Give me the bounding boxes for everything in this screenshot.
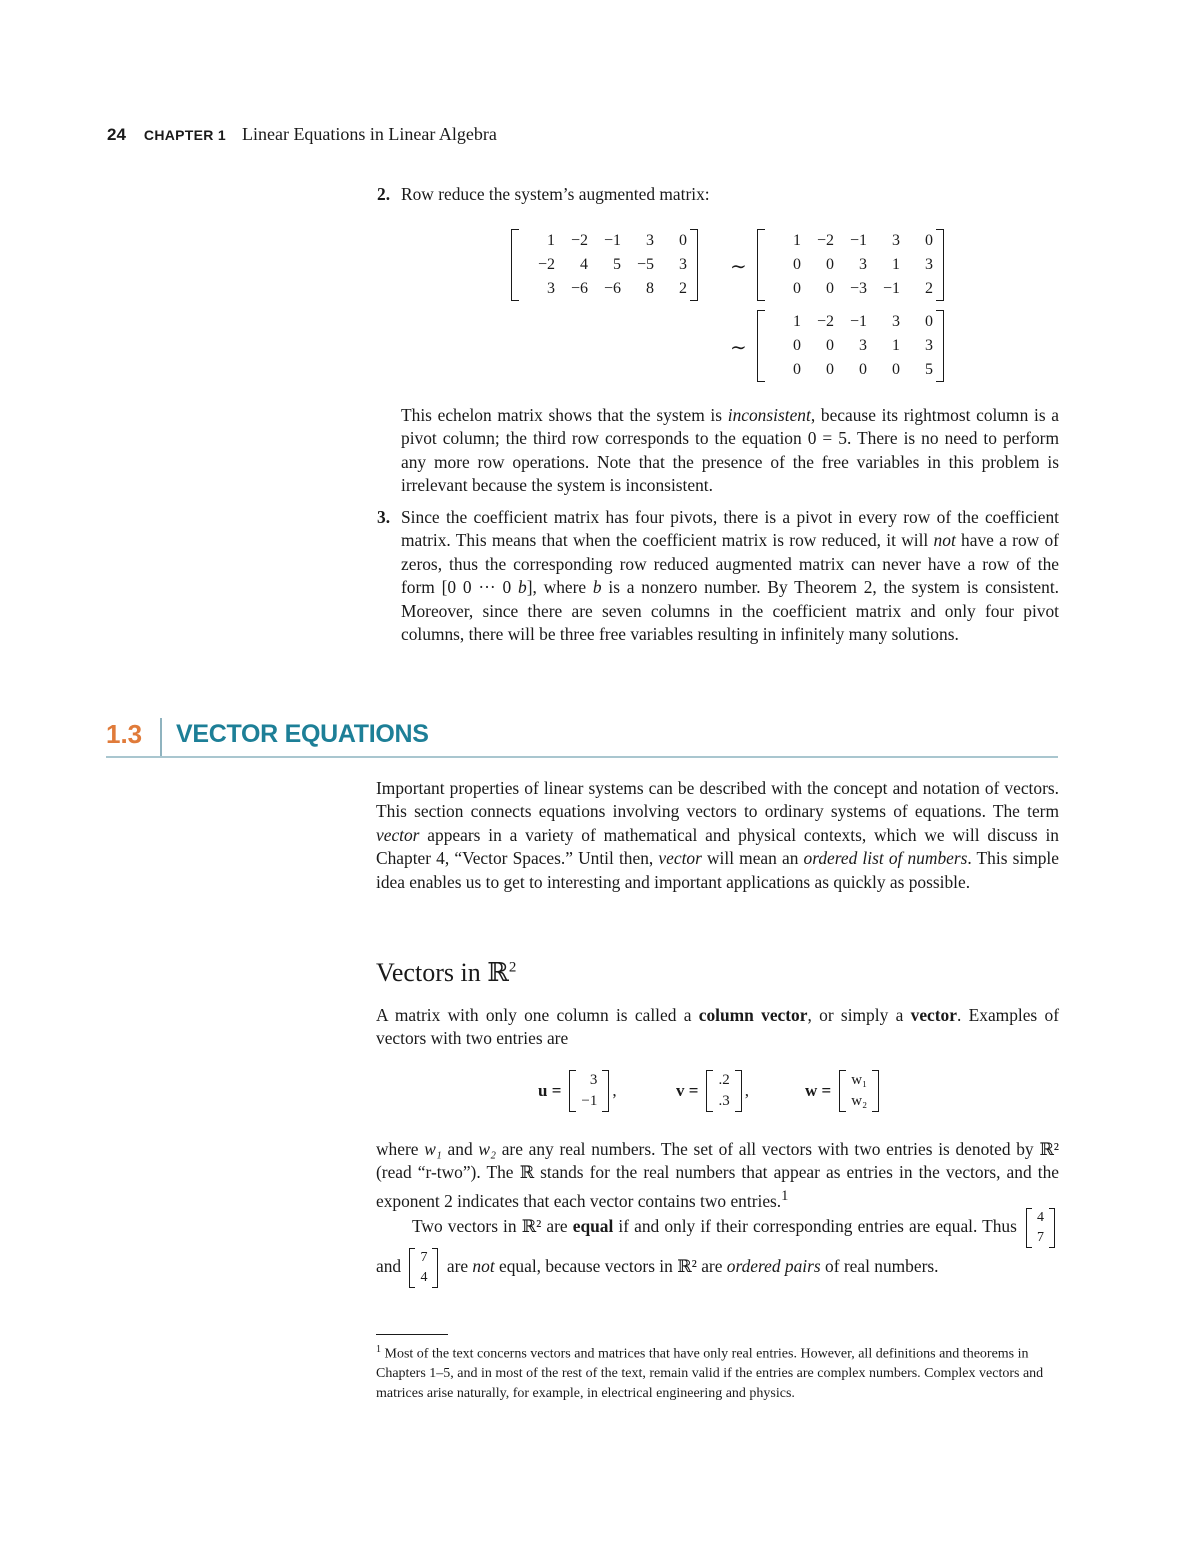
page-number: 24 [107,125,126,144]
inline-vector [409,1248,438,1288]
matrix-entry: −5 [636,256,654,273]
text: Two vectors in ℝ² are [412,1216,573,1236]
separator: , [612,1081,617,1100]
item-3-number: 3. [377,507,391,527]
matrix-entry: −1 [849,232,867,249]
matrix-entry: 0 [793,280,801,297]
text: where [376,1139,425,1159]
matrix-entry: −2 [816,313,834,330]
text: ], where [526,577,593,598]
superscript: 2 [508,959,517,976]
matrix-entry: 1 [892,337,900,354]
vector-entry: −1 [581,1093,598,1109]
matrix-grid [519,229,690,301]
matrix-entry: 1 [793,232,801,249]
equals-sign: = [821,1081,832,1100]
text: A matrix with only one column is called a [376,1005,699,1025]
footnote [376,1340,1056,1403]
variable: w₂ [478,1139,497,1159]
footnote-rule [376,1334,448,1335]
emphasis: not [933,530,956,551]
text: is a nonzero number. By Theorem 2, the system is consistent. Moreover, since there are seven columns in the coefficient matrix and only four pivot columns, there will be three free variables resulting in infinitely many solutions. [401,577,1059,645]
matrix-entry: 0 [826,280,834,297]
matrix-entry: −1 [882,280,900,297]
subsection-title [376,958,516,988]
text: . Examples of vectors with two entries are [376,1005,1060,1049]
vector-entry: .2 [718,1072,730,1088]
matrix-entry: 3 [547,280,555,297]
r2-definition-paragraph [376,1138,1059,1213]
item-2-lead-text: Row reduce the system’s augmented matrix: [401,184,710,204]
text: , or simply a [807,1005,911,1025]
emphasis: ordered pairs [726,1256,821,1276]
section-divider [160,718,162,756]
matrix-entry: 3 [859,337,867,354]
separator: , [744,1081,749,1100]
vector-name: u [538,1081,548,1100]
text: are any real numbers. The set of all vectors with two entries is denoted by ℝ² (read “r-two”). The ℝ stands for the real numbers that appear as entries in the vectors, and the exponent 2 indicates that each vector contains two entries. [376,1139,1059,1211]
vector-entry: 4 [420,1270,428,1285]
matrix-entry: 0 [925,313,933,330]
text: and [441,1139,479,1159]
section-rule [106,756,1058,758]
footnote-mark: 1 [376,1344,381,1355]
matrix-entry: 1 [892,256,900,273]
section-title: VECTOR EQUATIONS [176,720,429,748]
vector-entry: 3 [589,1072,598,1088]
item-2-explanation [377,404,1059,498]
row-equivalence-symbol: ∼ [730,337,747,359]
vector-entry: 4 [1037,1210,1044,1225]
matrix-entry: −6 [603,280,621,297]
text: equal, because vectors in ℝ² are [494,1256,727,1276]
emphasis: b [592,577,602,598]
vector-entry: w₁ [851,1072,868,1088]
vector-entry: 7 [1037,1230,1044,1245]
intro-paragraph [376,777,1059,894]
subsection-title-text: Vectors in ℝ [376,958,509,987]
matrix-entry: 0 [925,232,933,249]
matrix-entry: 0 [859,361,867,378]
matrix-entry: −2 [816,232,834,249]
matrix-entry: 3 [859,256,867,273]
text: appears in a variety of mathematical and physical contexts, which we will discuss in Chapter 4, “Vector Spaces.” Until then, [376,824,1059,869]
text: have a row of zeros, thus the corresponding row reduced augmented matrix can never have a row of the form [0 0 ··· 0 [401,530,1059,598]
matrix-entry: 8 [646,280,654,297]
equality-paragraph [376,1208,1059,1288]
vector-entry: w₂ [851,1093,868,1109]
matrix-entry: 0 [826,361,834,378]
emphasis: ordered list of numbers [803,848,968,869]
matrix-entry: 0 [793,256,801,273]
matrix-entry: 0 [826,256,834,273]
text: if and only if their corresponding entries are equal. Thus [613,1216,1017,1236]
matrix-entry: −3 [849,280,867,297]
vector-w [805,1070,879,1112]
emphasis: b [518,577,527,598]
matrix-entry: 3 [646,232,654,249]
matrix-entry: 2 [679,280,687,297]
emphasis: vector [376,824,420,845]
vector-entry: .3 [718,1093,730,1109]
variable: w₁ [424,1139,442,1159]
text: Since the coefficient matrix has four pivots, there is a pivot in every row of the coefficient matrix. This means that when the coefficient matrix is row reduced, it will [401,507,1059,551]
equals-sign: = [551,1081,562,1100]
matrix-entry: 3 [925,337,933,354]
term: vector [910,1005,957,1025]
equals-sign: = [688,1081,699,1100]
matrix-entry: −2 [570,232,588,249]
footnote-text: Most of the text concerns vectors and matrices that have only real entries. However, all definitions and theorems in Chapters 1–5, and in most of the rest of the text, remain valid if the entries are complex numbers. Complex vectors and matrices arise naturally, for example, in electrical engineering and physics. [376,1346,1044,1401]
matrix-entry: 0 [793,361,801,378]
matrix-entry: −1 [849,313,867,330]
vector-u [538,1070,617,1112]
matrix-entry: −2 [537,256,555,273]
emphasis: not [472,1256,495,1276]
footnote-reference: 1 [781,1187,789,1204]
text: Important properties of linear systems can be described with the concept and notation of vectors. This section connects equations involving vectors to ordinary systems of equations. The term [376,778,1059,822]
vector-entry: 7 [420,1250,428,1265]
text: and [376,1256,402,1276]
vector-name: w [805,1081,818,1100]
matrix-entry: 1 [547,232,555,249]
inline-vector [1026,1208,1055,1248]
matrix-entry: 3 [679,256,687,273]
item-2-lead [377,184,710,205]
matrix-entry: 0 [679,232,687,249]
matrix-entry: 3 [892,232,900,249]
text: , because its rightmost column is a pivot column; the third row corresponds to the equation 0 = 5. There is no need to perform any more row operations. Note that the presence of the free variables in this problem is irrelevant because the system is inconsistent. [401,405,1060,496]
section-number: 1.3 [106,719,143,749]
matrix-echelon [757,310,944,382]
row-equivalence-symbol: ∼ [730,256,747,278]
matrix-step-1 [757,229,944,301]
column-vector-paragraph [376,1004,1059,1051]
text: . This simple idea enables us to get to interesting and important applications as quickly as possible. [376,848,1059,892]
matrix-grid [765,229,936,301]
matrix-entry: 0 [826,337,834,354]
matrix-entry: 5 [613,256,621,273]
matrix-entry: 3 [925,256,933,273]
text: This echelon matrix shows that the system is [401,405,728,425]
text: of real numbers. [820,1256,939,1276]
matrix-grid [765,310,936,382]
chapter-title: Linear Equations in Linear Algebra [241,124,497,144]
emphasis: vector [658,848,702,869]
matrix-entry: 0 [892,361,900,378]
term: equal [572,1216,614,1236]
term: column vector [698,1005,808,1025]
matrix-entry: −1 [603,232,621,249]
text: are [446,1256,473,1276]
chapter-label: CHAPTER 1 [143,127,226,143]
item-2-number: 2. [377,184,391,204]
text: will mean an [701,848,804,869]
matrix-entry: 4 [580,256,588,273]
vector-name: v [676,1081,685,1100]
matrix-entry: 0 [793,337,801,354]
emphasis: inconsistent [727,405,811,425]
running-header [107,124,497,145]
matrix-entry: 5 [925,361,933,378]
matrix-entry: 2 [925,280,933,297]
matrix-entry: 3 [892,313,900,330]
matrix-entry: −6 [570,280,588,297]
matrix-original [511,229,698,301]
matrix-entry: 1 [793,313,801,330]
item-3 [377,506,1059,646]
vector-v [676,1070,749,1112]
